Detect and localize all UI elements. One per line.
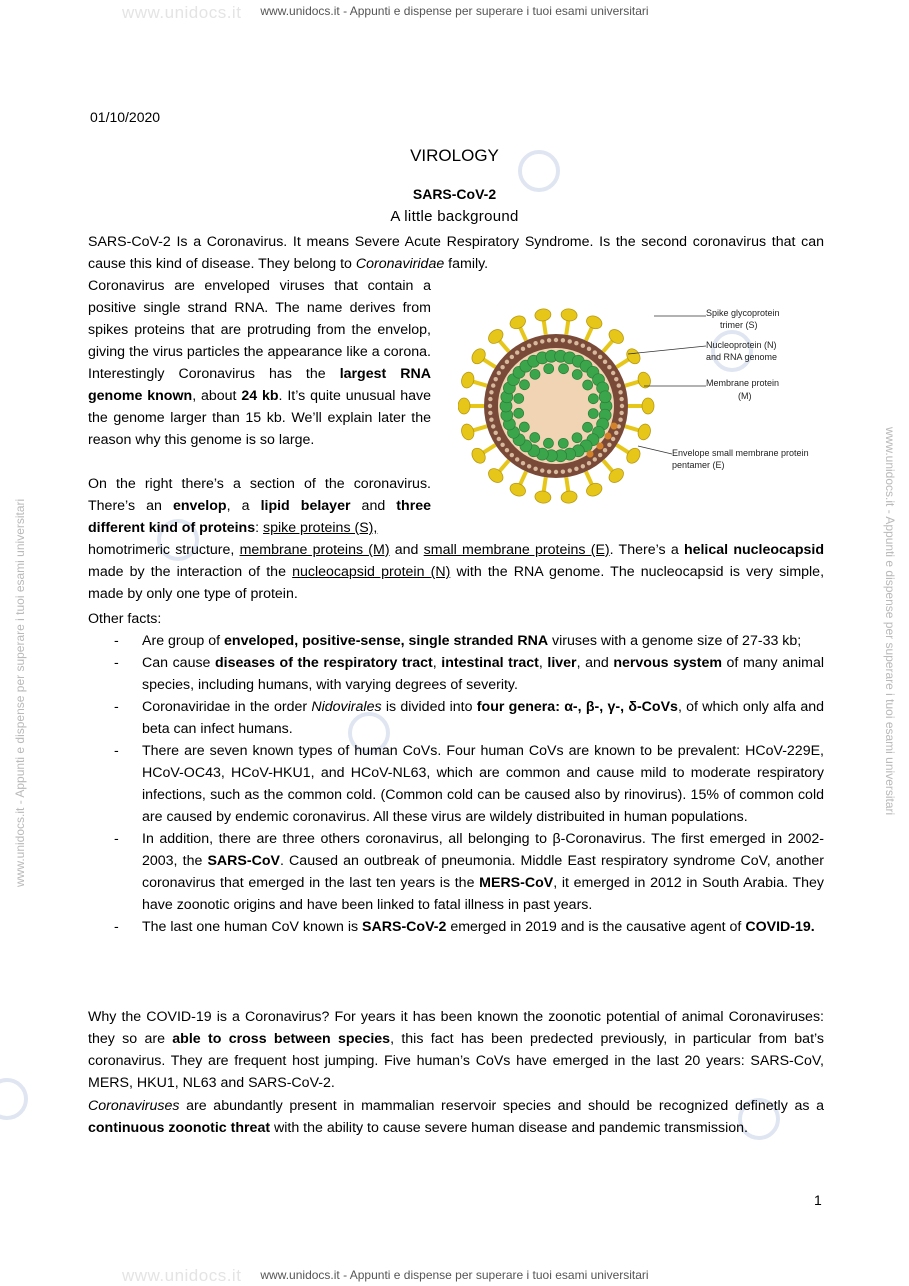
membrane-lipid xyxy=(593,457,597,461)
membrane-lipid xyxy=(619,397,623,401)
membrane-lipid xyxy=(527,464,531,468)
membrane-lipid xyxy=(497,371,501,375)
membrane-lipid xyxy=(547,338,551,342)
membrane-lipid xyxy=(619,411,623,415)
membrane-lipid xyxy=(540,468,544,472)
membrane-lipid xyxy=(620,404,624,408)
spike-head xyxy=(584,314,604,332)
nucleocapsid-bead xyxy=(519,422,529,432)
membrane-lipid xyxy=(494,377,498,381)
membrane-lipid xyxy=(494,431,498,435)
membrane-lipid xyxy=(581,464,585,468)
spike-head xyxy=(460,423,476,442)
membrane-lipid xyxy=(593,350,597,354)
nucleocapsid-bead xyxy=(572,433,582,443)
membrane-lipid xyxy=(510,355,514,359)
membrane-lipid xyxy=(488,404,492,408)
label-membrane-1: Membrane protein xyxy=(706,378,780,388)
membrane-lipid xyxy=(561,338,565,342)
membrane-lipid xyxy=(491,424,495,428)
unidocs-logo-icon xyxy=(0,1078,28,1120)
membrane-lipid xyxy=(603,360,607,364)
spike-head xyxy=(560,490,578,504)
membrane-lipid xyxy=(581,344,585,348)
membrane-lipid xyxy=(488,411,492,415)
nucleocapsid-bead xyxy=(514,393,524,403)
list-item: - Coronaviridae in the order Nidovirales is divided into four genera: α-, β-, γ-, δ-CoVs, of which only alfa and beta can infect humans. xyxy=(114,699,824,737)
spike-head xyxy=(469,346,488,366)
nucleocapsid-bead xyxy=(544,364,554,374)
spike-head xyxy=(458,398,470,414)
membrane-lipid xyxy=(547,469,551,473)
membrane-lipid xyxy=(515,457,519,461)
list-item: - There are seven known types of human CoVs. Four human CoVs are known to be prevalent: HCoV-229E, HCoV-OC43, HCoV-HKU1, and HCoV-NL63, which are common and cause mild to moderate respiratory infections, such as the common cold. (Common cold can be caused also by rinovirus). 15% of common cold are caused by endemic coronavirus. All these virus are wildely distribuited in human populations. xyxy=(114,743,824,825)
paragraph-zoonotic: Why the COVID-19 is a Coronavirus? For years it has been known the zoonotic potential of animal Coronaviruses: they so are able to cross between species, this fact has been predected previously, in particular from bat’s coronavirus. They are frequent host jumping. Five human’s CoVs have emerged in the last 20 years: SARS-CoV, MERS, HKU1, NL63 and SARS-CoV-2. xyxy=(88,1009,825,1091)
membrane-lipid xyxy=(489,390,493,394)
membrane-lipid xyxy=(587,347,591,351)
paragraph-envelope: Coronavirus are enveloped viruses that contain a positive single strand RNA. The name derives from spikes proteins that are protruding from the envelop, giving the virus particles the appearance like a corona. Interestingly Coronavirus has the largest RNA genome known, about 24 kb. It’s quite unusual have the genome larger than 15 kb. We’ll explain later the reason why this genome is so large. xyxy=(88,278,432,448)
nucleocapsid-bead xyxy=(599,391,611,403)
coronavirus-diagram xyxy=(458,286,828,526)
list-item: - Are group of enveloped, positive-sense, single stranded RNA viruses with a genome size of 27-33 kb; xyxy=(114,633,802,649)
membrane-lipid xyxy=(611,371,615,375)
nucleocapsid-bead xyxy=(514,408,524,418)
membrane-lipid xyxy=(540,339,544,343)
label-spike-2: trimer (S) xyxy=(720,320,758,330)
membrane-lipid xyxy=(554,470,558,474)
membrane-lipid xyxy=(574,467,578,471)
list-item: - In addition, there are three others coronavirus, all belonging to β-Coronavirus. The first emerged in 2002-2003, the SARS-CoV. Caused an outbreak of pneumonia. Middle East respiratory syndrome CoV, another coronavirus that emerged in the last ten years is the MERS-CoV, it emerged in 2012 in South Arabia. They have zoonotic origins and have been linked to fatal illness in past years. xyxy=(114,831,824,913)
membrane-lipid xyxy=(614,431,618,435)
membrane-lipid xyxy=(598,453,602,457)
nucleocapsid-bead xyxy=(519,380,529,390)
envelope-protein xyxy=(611,423,618,430)
nucleocapsid-bead xyxy=(583,422,593,432)
nucleocapsid-bead xyxy=(530,369,540,379)
page-title: VIROLOGY xyxy=(410,146,499,165)
spike-head xyxy=(636,423,652,442)
membrane-lipid xyxy=(497,437,501,441)
nucleocapsid-bead xyxy=(558,438,568,448)
membrane-lipid xyxy=(561,469,565,473)
spike-head xyxy=(624,346,643,366)
membrane-lipid xyxy=(617,383,621,387)
membrane-lipid xyxy=(618,418,622,422)
nucleocapsid-bead xyxy=(588,409,598,419)
membrane-lipid xyxy=(521,347,525,351)
nucleocapsid-bead xyxy=(559,364,569,374)
membrane-lipid xyxy=(500,443,504,447)
envelope-protein xyxy=(605,433,612,440)
membrane-lipid xyxy=(500,365,504,369)
membrane-lipid xyxy=(587,461,591,465)
spike-head xyxy=(534,308,552,322)
membrane-lipid xyxy=(505,360,509,364)
label-spike-1: Spike glycoprotein xyxy=(706,308,780,318)
paragraph-structure-start: On the right there’s a section of the coronavirus. There’s an envelop, a lipid belayer and three different kind of proteins: spike proteins (S), xyxy=(88,476,431,536)
facts-list xyxy=(88,630,824,938)
membrane-lipid xyxy=(510,453,514,457)
label-membrane-2: (M) xyxy=(738,391,752,401)
label-envelope-2: pentamer (E) xyxy=(672,460,725,470)
nucleocapsid-bead xyxy=(588,394,598,404)
spike-head xyxy=(584,481,604,499)
section-heading: A little background xyxy=(390,208,519,225)
list-item: - The last one human CoV known is SARS-CoV-2 emerged in 2019 and is the causative agent of COVID-19. xyxy=(114,919,815,935)
label-nucleo-1: Nucleoprotein (N) xyxy=(706,340,777,350)
membrane-lipid xyxy=(491,383,495,387)
membrane-lipid xyxy=(618,390,622,394)
paragraph-intro: SARS-CoV-2 Is a Coronavirus. It means Severe Acute Respiratory Syndrome. Is the second coronavirus that can cause this kind of disease. They belong to Coronaviridae family. xyxy=(88,234,824,272)
leader-line-envelope xyxy=(638,446,672,454)
membrane-lipid xyxy=(489,418,493,422)
leader-line-nucleo xyxy=(628,346,706,354)
membrane-lipid xyxy=(533,467,537,471)
membrane-lipid xyxy=(598,355,602,359)
watermark-ghost: www.unidocs.it xyxy=(122,1266,242,1285)
membrane-lipid xyxy=(568,468,572,472)
membrane-lipid xyxy=(611,437,615,441)
spike-head xyxy=(560,308,578,322)
watermark-ghost: www.unidocs.it xyxy=(122,3,242,22)
membrane-lipid xyxy=(614,377,618,381)
page-subtitle: SARS-CoV-2 xyxy=(412,186,497,202)
paragraph-reservoir: Coronaviruses are abundantly present in mammalian reservoir species and should be recognized definetly as a continuous zoonotic threat with the ability to cause severe human disease and pandemic transmission. xyxy=(88,1098,824,1136)
spike-head xyxy=(624,446,643,466)
list-heading: Other facts: xyxy=(88,611,162,627)
spike-head xyxy=(636,371,652,390)
membrane-lipid xyxy=(607,443,611,447)
envelope-protein xyxy=(597,443,604,450)
spike-head xyxy=(508,481,528,499)
membrane-lipid xyxy=(607,365,611,369)
paragraph-structure: homotrimeric structure, membrane proteins (M) and small membrane proteins (E). There’s a helical nucleocapsid made by the interaction of the nucleocapsid protein (N) with the RNA genome. The nucleocapsid is very simple, made by only one type of protein. xyxy=(88,542,825,602)
membrane-lipid xyxy=(554,338,558,342)
nucleocapsid-bead xyxy=(530,433,540,443)
membrane-lipid xyxy=(568,339,572,343)
spike-head xyxy=(534,490,552,504)
membrane-lipid xyxy=(488,397,492,401)
membrane-lipid xyxy=(521,461,525,465)
list-item: - Can cause diseases of the respiratory tract, intestinal tract, liver, and nervous system of many animal species, including humans, with varying degrees of severity. xyxy=(114,655,824,693)
document-date: 01/10/2020 xyxy=(90,109,161,125)
watermark-right: www.unidocs.it - Appunti e dispense per superare i tuoi esami universitari xyxy=(883,427,897,816)
spike-head xyxy=(469,446,488,466)
nucleocapsid-bead xyxy=(572,369,582,379)
label-envelope-1: Envelope small membrane protein xyxy=(672,448,809,458)
membrane-lipid xyxy=(505,448,509,452)
membrane-lipid xyxy=(603,448,607,452)
nucleocapsid-bead xyxy=(543,438,553,448)
watermark-left: www.unidocs.it - Appunti e dispense per superare i tuoi esami universitari xyxy=(13,498,27,887)
membrane-lipid xyxy=(533,341,537,345)
label-nucleo-2: and RNA genome xyxy=(706,352,778,362)
nucleocapsid-bead xyxy=(583,380,593,390)
membrane-lipid xyxy=(574,341,578,345)
spike-head xyxy=(642,398,654,414)
spike-head xyxy=(508,314,528,332)
membrane-lipid xyxy=(515,350,519,354)
envelope-protein xyxy=(587,451,594,458)
virus-particle xyxy=(458,308,654,504)
membrane-lipid xyxy=(527,344,531,348)
spike-head xyxy=(460,371,476,390)
watermark-bottom: www.unidocs.it - Appunti e dispense per superare i tuoi esami universitari xyxy=(260,1268,649,1282)
watermark-top: www.unidocs.it - Appunti e dispense per superare i tuoi esami universitari xyxy=(260,4,649,18)
page-number: 1 xyxy=(814,1192,822,1208)
